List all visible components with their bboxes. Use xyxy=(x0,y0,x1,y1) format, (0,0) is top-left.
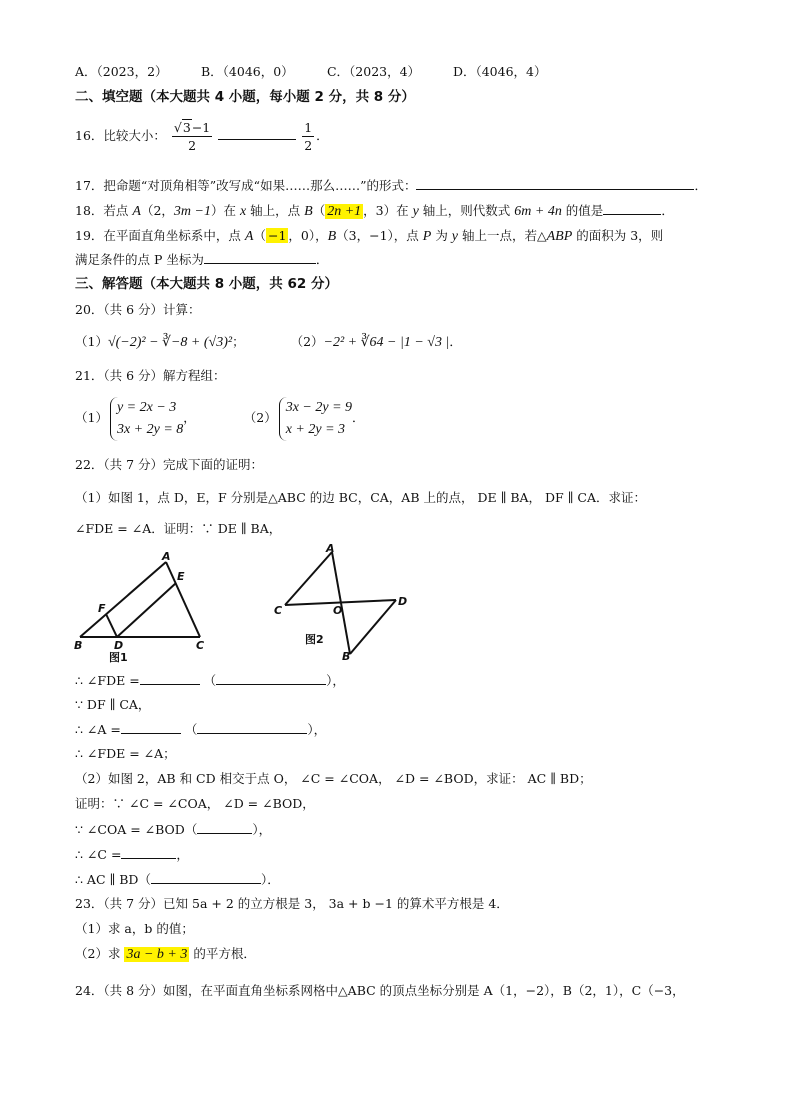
q23-line-1: 23．（共 7 分）已知 5a + 2 的立方根是 3， 3a + b −1 的算术平方根是 4． xyxy=(75,896,509,911)
q22-p2-angle-blank[interactable] xyxy=(121,845,176,859)
q22-s1-reason-blank[interactable] xyxy=(216,671,326,685)
question-16: 16．比较大小： $\frac{√3-1}{2}$ $\frac{1}{2}$ ． xyxy=(75,120,329,153)
q23-highlight: 3a − b + 3 xyxy=(126,947,188,962)
q21-system-1: y = 2x − 3 3x + 2y = 8 xyxy=(110,397,183,441)
option-b: B．（4046，0） xyxy=(200,64,294,79)
q22-part1-line2: ∠FDE = ∠A．证明：∵ DE ∥ BA， xyxy=(75,521,282,536)
question-19-line-2: 满足条件的点 P 坐标为 ． xyxy=(75,252,329,267)
q16-rhs-fraction: $\frac{1}{2}$ xyxy=(304,120,313,153)
option-c: C．（2023，4） xyxy=(326,64,421,79)
q22-p2-reason-blank[interactable] xyxy=(197,820,252,834)
fig1-caption: 图1 xyxy=(109,651,128,664)
q22-part1-line1: （1）如图 1，点 D，E，F 分别是△ABC 的边 BC，CA，AB 上的点， DE ∥ BA， DF ∥ CA．求证： xyxy=(75,490,647,505)
q23-line-2: （1）求 a，b 的值； xyxy=(75,921,194,936)
q20-parts: （1）√(−2)² − ∛−8 + (√3)²； （2）−2² + ∛64 − |1 − √3 |． xyxy=(75,334,462,350)
fig1-label-c: C xyxy=(196,639,205,652)
q22-title: 22．（共 7 分）完成下面的证明： xyxy=(75,457,264,472)
q19-answer-blank[interactable] xyxy=(204,250,316,264)
q22-step-4: ∴ ∠FDE = ∠A； xyxy=(75,746,176,761)
question-18: 18．若点 A（2，3m −1）在 x 轴上，点 B（ 2n +1 ，3）在 y 轴上，则代数式 6m + 4n 的值是 ． xyxy=(75,203,674,219)
q22-part2-line1: （2）如图 2，AB 和 CD 相交于点 O， ∠C = ∠COA， ∠D = ∠BOD，求证： AC ∥ BD； xyxy=(75,771,592,786)
q22-s3-blank[interactable] xyxy=(121,720,181,734)
q17-answer-blank[interactable] xyxy=(416,176,694,190)
option-a: A．（2023，2） xyxy=(75,64,168,79)
q22-s3-reason-blank[interactable] xyxy=(197,720,307,734)
fig2-label-d: D xyxy=(398,595,408,608)
fig2-caption: 图2 xyxy=(305,633,324,646)
fig2-label-c: C xyxy=(274,604,283,617)
q16-lhs-fraction: $\frac{√3-1}{2}$ xyxy=(173,120,211,153)
fig1-label-b: B xyxy=(74,639,83,652)
q22-p2-conclusion-blank[interactable] xyxy=(151,870,261,884)
q15-options xyxy=(75,63,724,81)
question-17: 17．把命题“对顶角相等”改写成“如果……那么……”的形式： ． xyxy=(75,178,707,193)
fig1-label-e: E xyxy=(177,570,185,583)
q22-part2-proof-2: ∵ ∠COA = ∠BOD（ ）， xyxy=(75,822,272,837)
q22-step-1: ∴ ∠FDE = （ ）， xyxy=(75,673,345,688)
q21-system-2: 3x − 2y = 9 x + 2y = 3 xyxy=(279,397,352,441)
q22-step-2: ∵ DF ∥ CA， xyxy=(75,697,151,712)
fig1-label-a: A xyxy=(162,552,171,563)
fig2-label-b: B xyxy=(342,650,351,662)
figure-1 xyxy=(70,552,220,664)
option-d: D．（4046，4） xyxy=(452,64,547,79)
q18-highlight: 2n +1 xyxy=(327,204,362,219)
q22-step-3: ∴ ∠A = （ ）， xyxy=(75,722,327,737)
q21-parts: （1） y = 2x − 3 3x + 2y = 8 ， （2） 3x − 2y = 9 x + 2y = 3 ． xyxy=(75,394,724,442)
q23-line-3: （2）求 3a − b + 3 的平方根． xyxy=(75,946,256,962)
question-19-line-1: 19．在平面直角坐标系中，点 A（ −1 ，0），B（3，−1），点 P 为 y 轴上一点，若△ABP 的面积为 3，则 xyxy=(75,228,664,244)
section-2-title: 二、填空题（本大题共 4 小题，每小题 2 分，共 8 分） xyxy=(75,89,415,105)
fig2-label-o: O xyxy=(333,604,343,617)
q22-part2-proof-1: 证明：∵ ∠C = ∠COA， ∠D = ∠BOD， xyxy=(75,796,315,811)
fig1-label-f: F xyxy=(98,602,106,615)
q20-title: 20．（共 6 分）计算： xyxy=(75,302,201,317)
q16-answer-blank[interactable] xyxy=(218,126,296,140)
q19-highlight: −1 xyxy=(267,228,287,243)
q18-answer-blank[interactable] xyxy=(603,201,661,215)
figure-2 xyxy=(270,542,420,662)
q21-title: 21．（共 6 分）解方程组： xyxy=(75,368,226,383)
fig2-label-a: A xyxy=(326,542,335,555)
q22-s1-blank[interactable] xyxy=(140,671,200,685)
section-3-title: 三、解答题（本大题共 8 小题，共 62 分） xyxy=(75,276,338,292)
q22-part2-proof-3: ∴ ∠C = ， xyxy=(75,847,189,862)
fig1-label-d: D xyxy=(114,639,124,652)
q24-line-1: 24．（共 8 分）如图，在平面直角坐标系网格中△ABC 的顶点坐标分别是 A（1，−2），B（2，1），C（−3， xyxy=(75,983,685,998)
q22-part2-proof-4: ∴ AC ∥ BD（ ）． xyxy=(75,872,280,887)
